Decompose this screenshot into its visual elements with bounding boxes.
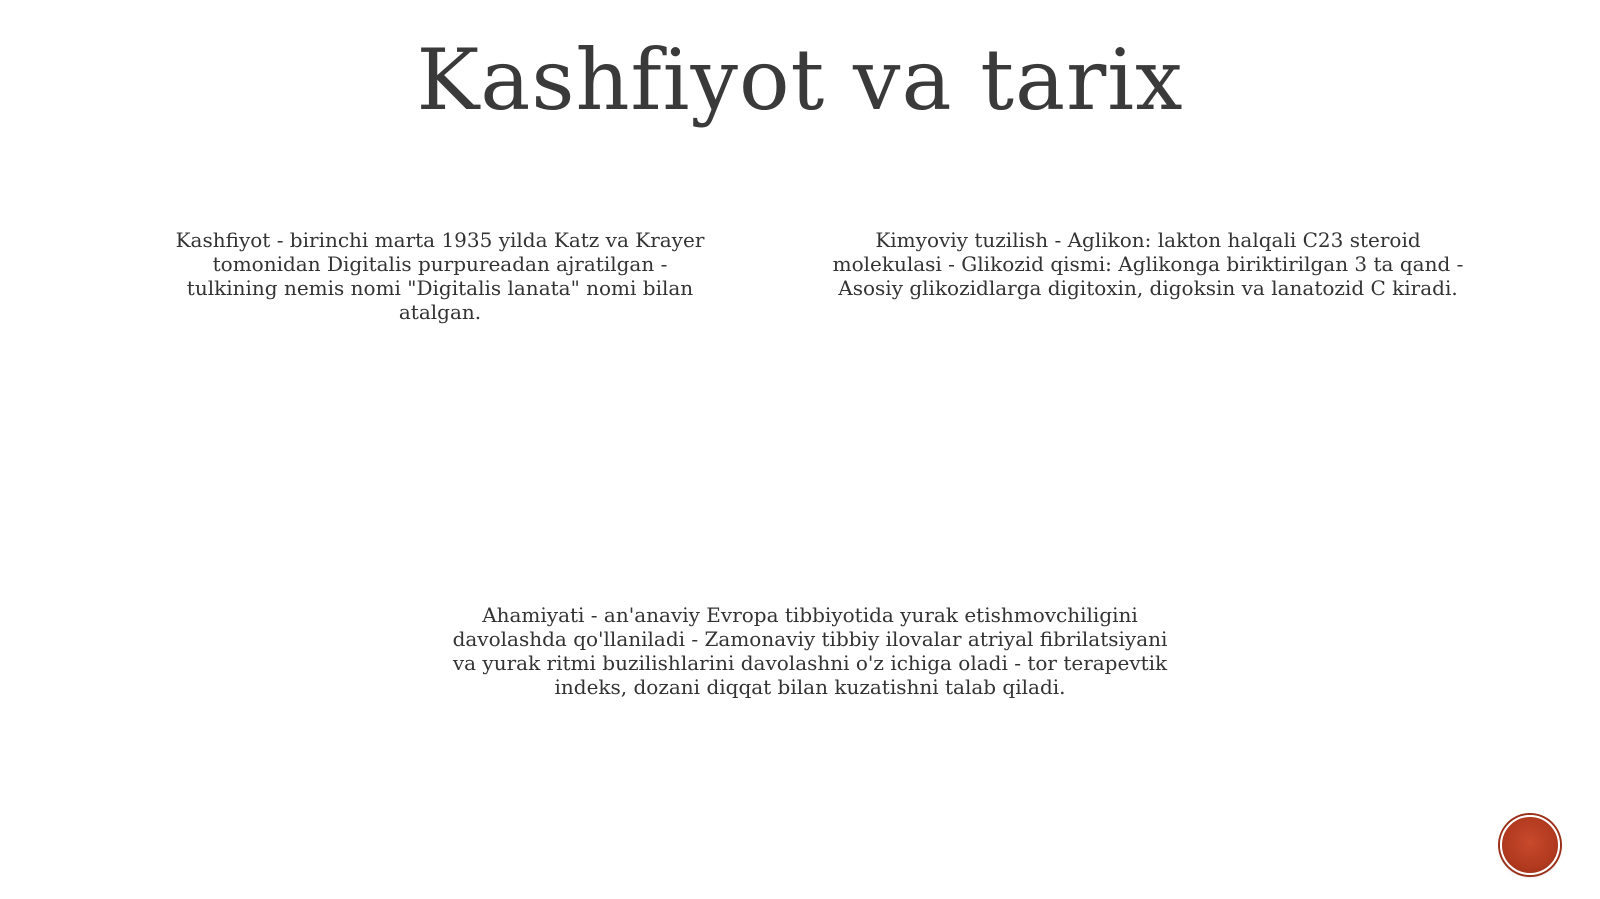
significance-text: Ahamiyati - an'anaviy Evropa tibbiyotida yurak etishmovchiligini davolashda qo'llaniladi - Zamonaviy tibbiy ilovalar atriyal fibrilatsiyani va yurak ritmi buzilishlarini davolashni o'z ichiga oladi - tor terapevtik indeks, dozani diqqat bilan kuzatishni talab qiladi. xyxy=(452,603,1168,699)
discovery-text: Kashfiyot - birinchi marta 1935 yilda Katz va Krayer tomonidan Digitalis purpureadan ajratilgan - tulkining nemis nomi "Digitalis lanata" nomi bilan atalgan. xyxy=(175,228,705,324)
slide-title: Kashfiyot va tarix xyxy=(416,31,1184,129)
chemical-structure-text: Kimyoviy tuzilish - Aglikon: lakton halqali C23 steroid molekulasi - Glikozid qismi: Aglikonga biriktirilgan 3 ta qand - Asosiy glikozidlarga digitoxin, digoksin va lanatozid C kiradi. xyxy=(832,228,1464,300)
next-slide-circle-icon[interactable] xyxy=(1500,815,1560,875)
